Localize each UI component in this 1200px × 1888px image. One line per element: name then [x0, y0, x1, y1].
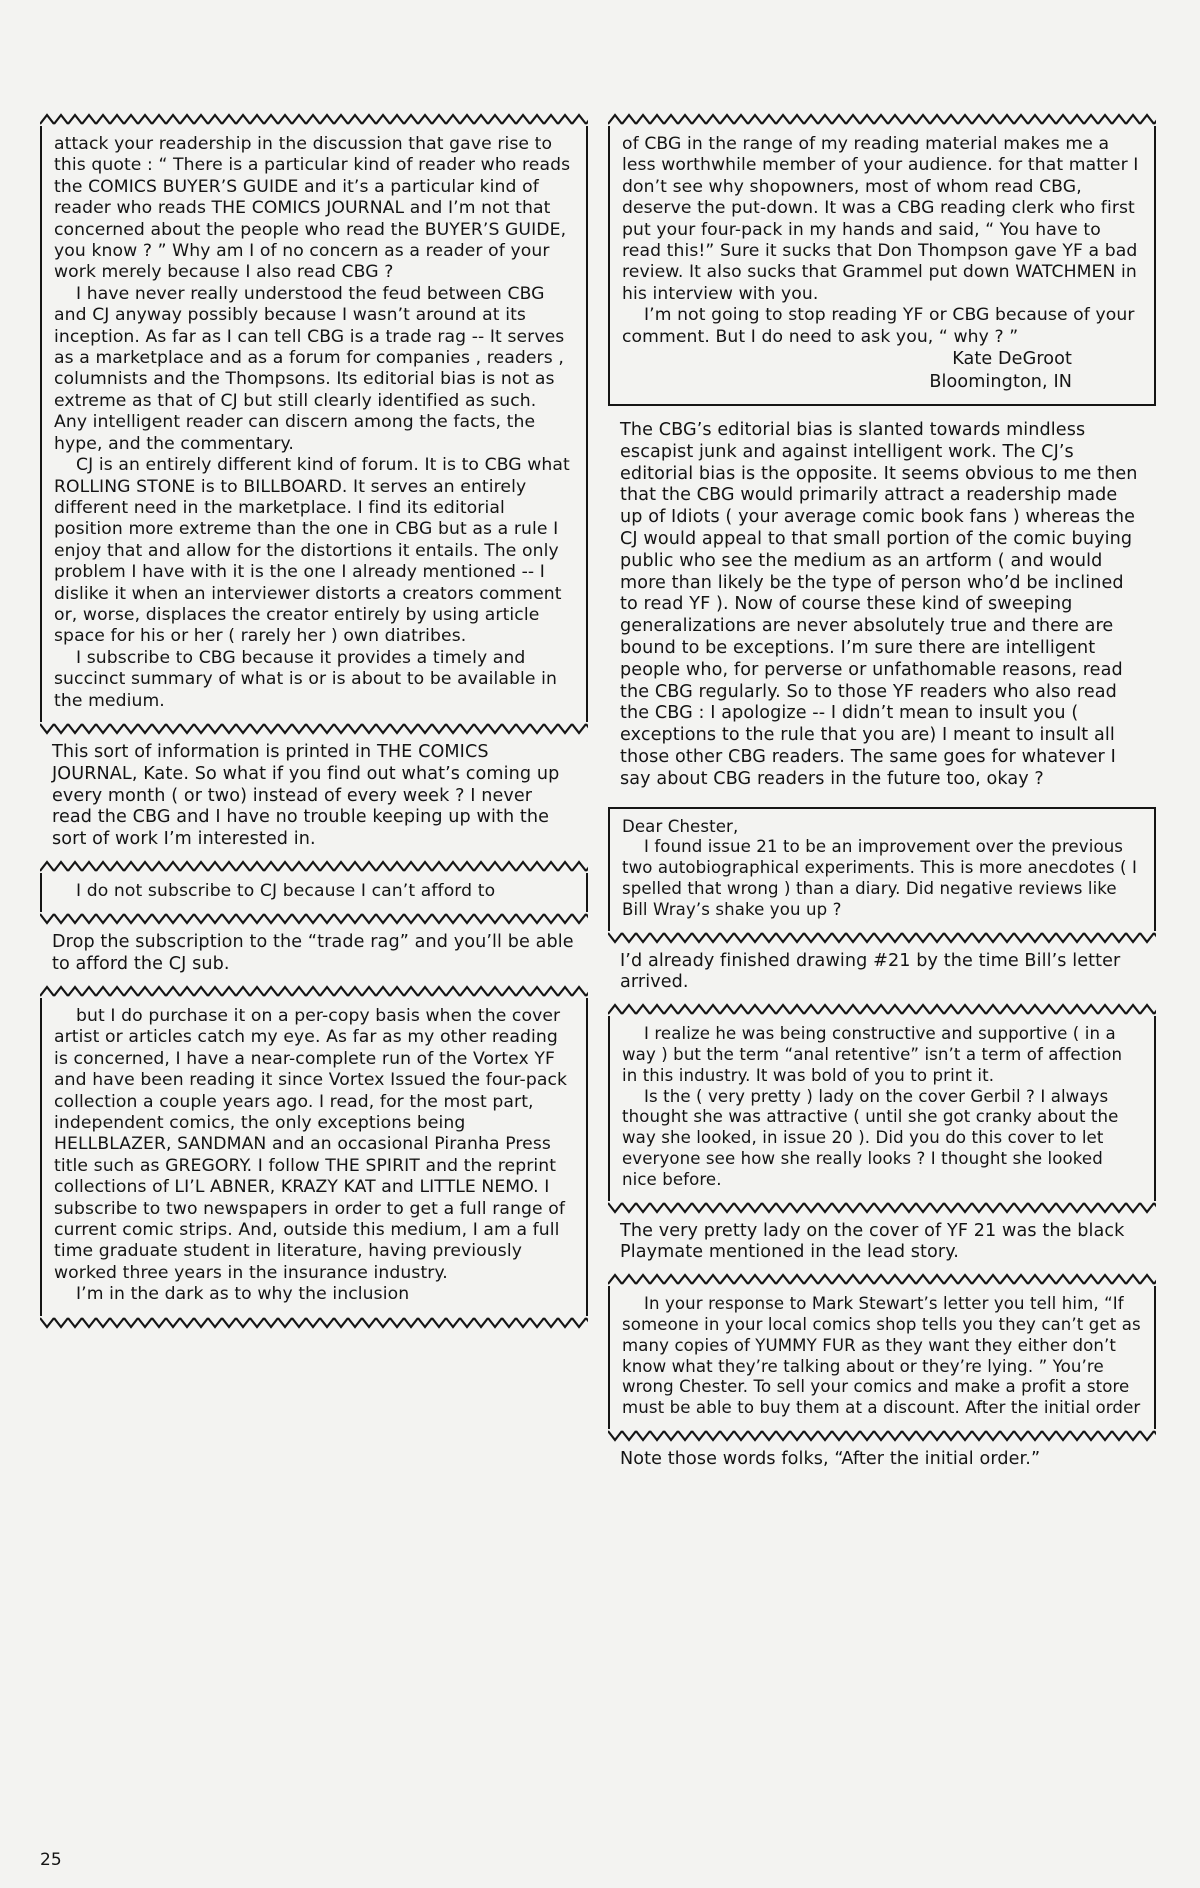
letter-paragraph: I’m in the dark as to why the inclusion [76, 1284, 410, 1305]
letter-mark-stewart-reply [608, 1286, 1156, 1429]
letter-kate-part-2 [40, 873, 588, 912]
letter-box-bottom-edge [608, 931, 1156, 945]
left-column [40, 112, 588, 1330]
response-text: The very pretty lady on the cover of YF 21 was the black Playmate mentioned in the lead story. [620, 1220, 1125, 1263]
response-text: I’d already finished drawing #21 by the time Bill’s letter arrived. [620, 950, 1121, 993]
letter-paragraph: I subscribe to CBG because it provides a timely and succinct summary of what is or is about to be available in the medium. [54, 647, 558, 711]
letter-kate-part-4 [608, 126, 1156, 406]
letter-salutation: Dear Chester, [622, 816, 739, 836]
letter-kate-part-1 [40, 126, 588, 722]
letter-box-bottom-edge [40, 722, 588, 736]
editor-response [608, 1443, 1156, 1479]
letter-box-bottom-edge [40, 1316, 588, 1330]
right-column [608, 112, 1156, 1479]
editor-response [40, 736, 588, 859]
letter-box-top-edge [608, 1002, 1156, 1016]
letter-paragraph: of CBG in the range of my reading material makes me a less worthwhile member of your audience. for that matter I don’t see why shopowners, most of whom read CBG, deserve the put-down. It was a CBG reading clerk who first put your four-pack in my hands and said, “ You have to read this!” Sure it sucks that Don Thompson gave YF a bad review. It also sucks that Grammel put down WATCHMEN in his interview with you. [622, 134, 1139, 304]
editor-response [608, 414, 1156, 799]
response-text: Drop the subscription to the “trade rag” and you’ll be able to afford the CJ sub. [52, 932, 574, 975]
editor-response [608, 1215, 1156, 1273]
letter-kate-part-3 [40, 998, 588, 1316]
response-text: This sort of information is printed in THE COMICS JOURNAL, Kate. So what if you find out what’s coming up every month ( or two) instead of every week ? I never read the CBG and I have no trouble keeping up with the sort of work I’m interested in. [52, 741, 560, 850]
letter-paragraph: I do not subscribe to CJ because I can’t afford to [76, 880, 496, 901]
letter-box-bottom-edge [608, 1201, 1156, 1215]
letter-paragraph: I found issue 21 to be an improvement over the previous two autobiographical experiments. This is more anecdotes ( I spelled that wrong ) than a diary. Did negative reviews like Bill Wray’s shake you up ? [622, 837, 1137, 919]
letter-dear-chester-2 [608, 1016, 1156, 1200]
letter-box-top-edge [608, 112, 1156, 126]
letter-paragraph: CJ is an entirely different kind of forum. It is to CBG what ROLLING STONE is to BILLBOARD. It serves an entirely different need in the marketplace. I find its editorial position more extreme than the one in CBG but as a rule I enjoy that and allow for the distortions it entails. The only problem I have with it is the one I already mentioned -- I dislike it when an interviewer distorts a creators comment or, worse, displaces the creator entirely by using article space for his or her ( rarely her ) own diatribes. [54, 455, 570, 647]
signature-place: Bloomington, IN [929, 372, 1072, 393]
letter-paragraph: attack your readership in the discussion that gave rise to this quote : “ There is a particular kind of reader who reads the COMICS BUYER’S GUIDE and it’s a particular kind of reader who reads THE COMICS JOURNAL and I’m not that concerned about the people who read the BUYER’S GUIDE, you know ? ” Why am I of no concern as a reader of your work merely because I also read CBG ? [54, 134, 571, 283]
letter-paragraph: Is the ( very pretty ) lady on the cover Gerbil ? I always thought she was attractive ( until she got cranky about the way she looked, in issue 20 ). Did you do this cover to let everyone see how she really looks ? I thought she looked nice before. [622, 1086, 1119, 1189]
editor-response [40, 926, 588, 984]
letter-box-top-edge [40, 984, 588, 998]
letter-paragraph: I realize he was being constructive and supportive ( in a way ) but the term “anal retentive” isn’t a term of affection in this industry. It was bold of you to print it. [622, 1024, 1123, 1085]
letter-box-top-edge [40, 859, 588, 873]
page-number: 25 [40, 1850, 62, 1870]
letter-paragraph: but I do purchase it on a per-copy basis when the cover artist or articles catch my eye. As far as my other reading is concerned, I have a near-complete run of the Vortex YF and have been reading it since Vortex Issued the four-pack collection a couple years ago. I read, for the most part, independent comics, the only exceptions being HELLBLAZER, SANDMAN and an occasional Piranha Press title such as GREGORY. I follow THE SPIRIT and the reprint collections of LI’L ABNER, KRAZY KAT and LITTLE NEMO. I subscribe to two newspapers in order to get a full range of current comic strips. And, outside this medium, I am a full time graduate student in literature, having previously worked three years in the insurance industry. [54, 1005, 568, 1283]
editor-response [608, 945, 1156, 1003]
letter-paragraph: I have never really understood the feud between CBG and CJ anyway possibly because I wasn’t around at its inception. As far as I can tell CBG is a trade rag -- It serves as a marketplace and as a forum for companies , readers , columnists and the Thompsons. Its editorial bias is not as extreme as that of CJ but still clearly identified as such. Any intelligent reader can discern among the facts, the hype, and the commentary. [54, 283, 565, 454]
response-text: The CBG’s editorial bias is slanted towards mindless escapist junk and against intelligent work. The CJ’s editorial bias is the opposite. It seems obvious to me then that the CBG would primarily attract a readership made up of Idiots ( your average comic book fans ) whereas the CJ would appeal to that small portion of the comic buying public who see the medium as an artform ( and would more than likely be the type of person who’d be inclined to read YF ). Now of course these kind of sweeping generalizations are never absolutely true and there are bound to be exceptions. I’m sure there are intelligent people who, for perverse or unfathomable reasons, read the CBG regularly. So to those YF readers who also read the CBG : I apologize -- I didn’t mean to insult you ( exceptions to the rule that you are) I meant to insult all those other CBG readers. The same goes for whatever I say about CBG readers in the future too, okay ? [620, 420, 1138, 789]
letter-paragraph: In your response to Mark Stewart’s letter you tell him, “If someone in your local comics shop tells you they can’t get as many copies of YUMMY FUR as they want they either don’t know what they’re talking about or they’re lying. ” You’re wrong Chester. To sell your comics and make a profit a store must be able to buy them at a discount. After the initial order [622, 1294, 1141, 1418]
letter-box-top-edge [40, 112, 588, 126]
letter-box-bottom-edge [40, 912, 588, 926]
letter-paragraph: I’m not going to stop reading YF or CBG because of your comment. But I do need to ask you, “ why ? ” [622, 305, 1135, 347]
response-text: Note those words folks, “After the initial order.” [620, 1448, 1041, 1469]
letter-box-top-edge [608, 1272, 1156, 1286]
letter-dear-chester-1 [608, 807, 1156, 931]
signature-name: Kate DeGroot [952, 349, 1072, 370]
letter-box-bottom-edge [608, 1429, 1156, 1443]
